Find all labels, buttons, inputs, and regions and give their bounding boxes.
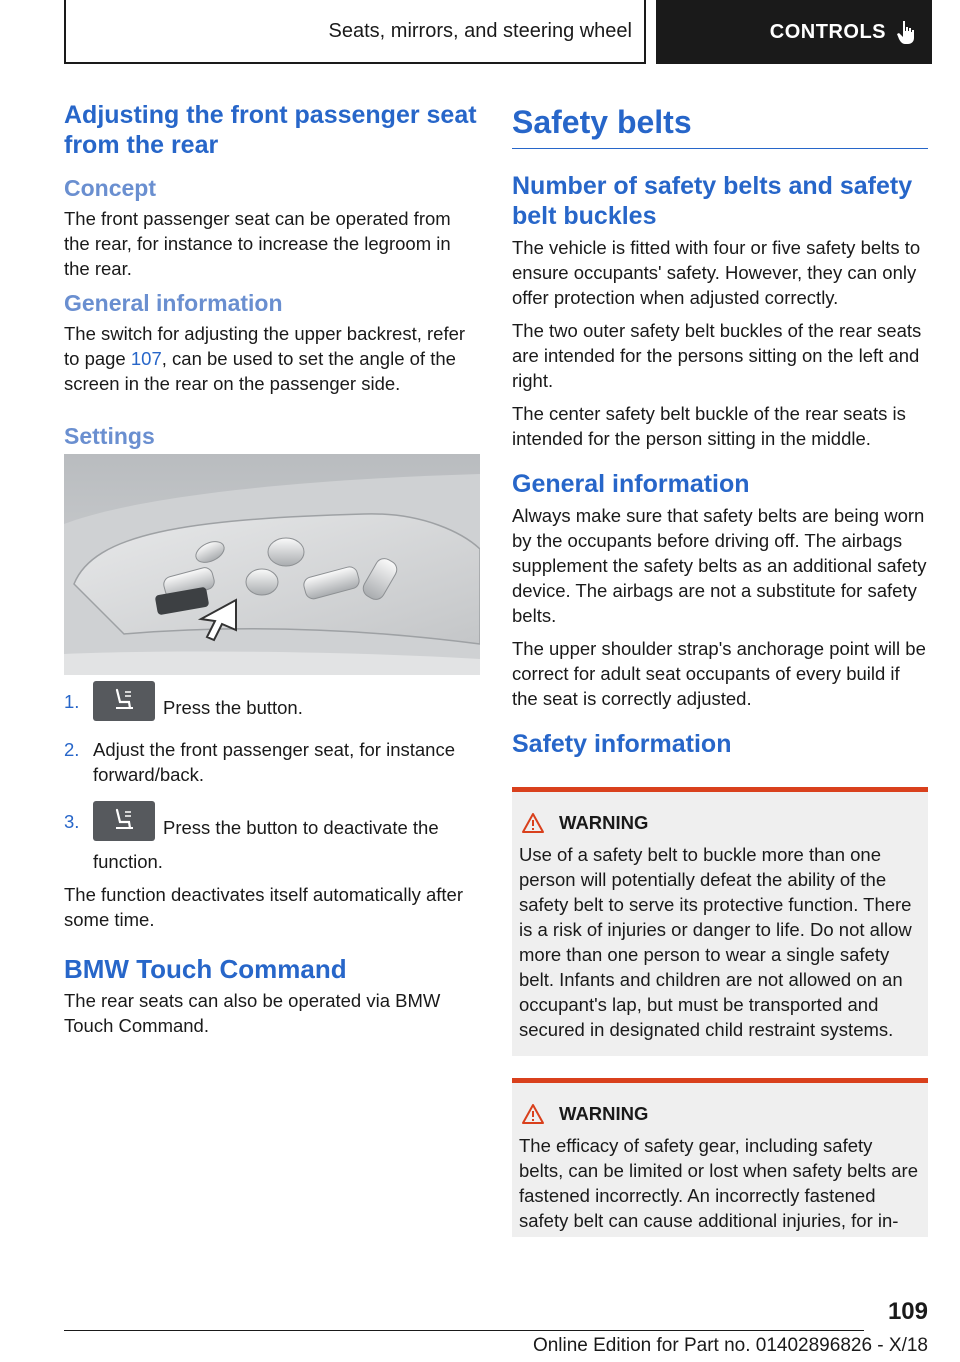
section-title: Seats, mirrors, and steering wheel <box>64 0 646 64</box>
general-paragraph-2: The upper shoulder strap's anchorage point will be correct for adult seat occupants of every build if the seat is correctly adjusted. <box>512 638 926 709</box>
page-link-107[interactable]: 107 <box>130 348 162 369</box>
section-heading-passenger-seat: Adjusting the front passenger seat from the rear <box>64 101 477 159</box>
touch-command-heading: BMW Touch Command <box>64 954 347 984</box>
number-paragraph-3: The center safety belt buckle of the rear seats is intended for the person sitting in the middle. <box>512 403 906 449</box>
warning-label: WARNING <box>559 812 649 833</box>
warning-box <box>512 1078 928 1237</box>
warning-label: WARNING <box>559 1103 649 1124</box>
warning-triangle-icon <box>521 1103 545 1125</box>
number-paragraph-2: The two outer safety belt buckles of the rear seats are intended for the persons sitting on the left and right. <box>512 320 922 391</box>
warning-box <box>512 787 928 1056</box>
warning-text: The efficacy of safety gear, including safety belts, can be limited or lost when safety belts are fastened incorrectly. An incorrectly fastened safety belt can cause additional injuries, for in- <box>519 1135 918 1231</box>
seat-button-image <box>93 681 155 721</box>
settings-steps <box>64 689 480 874</box>
footer-divider <box>64 1330 864 1331</box>
edition-footer: Online Edition for Part no. 01402896826 - X/18 <box>532 1335 928 1356</box>
right-column <box>512 100 928 1237</box>
after-steps-text: The function deactivates itself automatically after some time. <box>64 884 463 930</box>
general-info-heading-right: General information <box>512 470 750 498</box>
number-paragraph-1: The vehicle is fitted with four or five safety belts to ensure occupants' safety. However, they can only offer protection when adjusted correctly. <box>512 237 921 308</box>
touch-command-text: The rear seats can also be operated via BMW Touch Command. <box>64 990 441 1036</box>
settings-heading: Settings <box>64 423 155 449</box>
general-info-heading-left: General information <box>64 290 283 316</box>
concept-text: The front passenger seat can be operated from the rear, for instance to increase the legroom in the rear. <box>64 208 451 279</box>
left-column <box>64 100 480 1046</box>
seat-controls-photo <box>64 454 480 675</box>
chapter-tab[interactable] <box>656 0 932 64</box>
seat-button-image <box>93 801 155 841</box>
list-item: 3. Press the button to deactivate the function. <box>64 809 480 874</box>
list-item: 1. Press the button. <box>64 689 480 729</box>
concept-heading: Concept <box>64 175 156 201</box>
page-header <box>64 0 932 64</box>
page-number: 109 <box>887 1298 928 1325</box>
safety-belts-title: Safety belts <box>512 100 928 149</box>
hand-pointer-icon <box>896 19 918 45</box>
seat-icon <box>113 688 135 712</box>
warning-triangle-icon <box>521 812 545 834</box>
seat-icon <box>113 808 135 832</box>
general-info-text-left: The switch for adjusting the upper backrest, refer to page 107, can be used to set the angle of the screen in the rear on the passenger side. <box>64 323 466 394</box>
warning-text: Use of a safety belt to buckle more than one person will potentially defeat the ability of the safety belt to serve its protective function. There is a risk of injuries or danger to life. Do not allow more than one person to wear a single safety belt. Infants and children are not allowed on an occupant's lap, but must be transported and secured in designated child restraint systems. <box>519 844 912 1040</box>
chapter-label: CONTROLS <box>769 20 886 43</box>
list-item: 2. Adjust the front passenger seat, for instance forward/back. <box>64 739 455 785</box>
general-paragraph-1: Always make sure that safety belts are being worn by the occupants before driving off. The airbags supplement the safety belts as an additional safety device. The airbags are not a substitute for safety belts. <box>512 505 927 626</box>
safety-info-heading: Safety information <box>512 730 732 758</box>
number-heading: Number of safety belts and safety belt buckles <box>512 172 913 230</box>
